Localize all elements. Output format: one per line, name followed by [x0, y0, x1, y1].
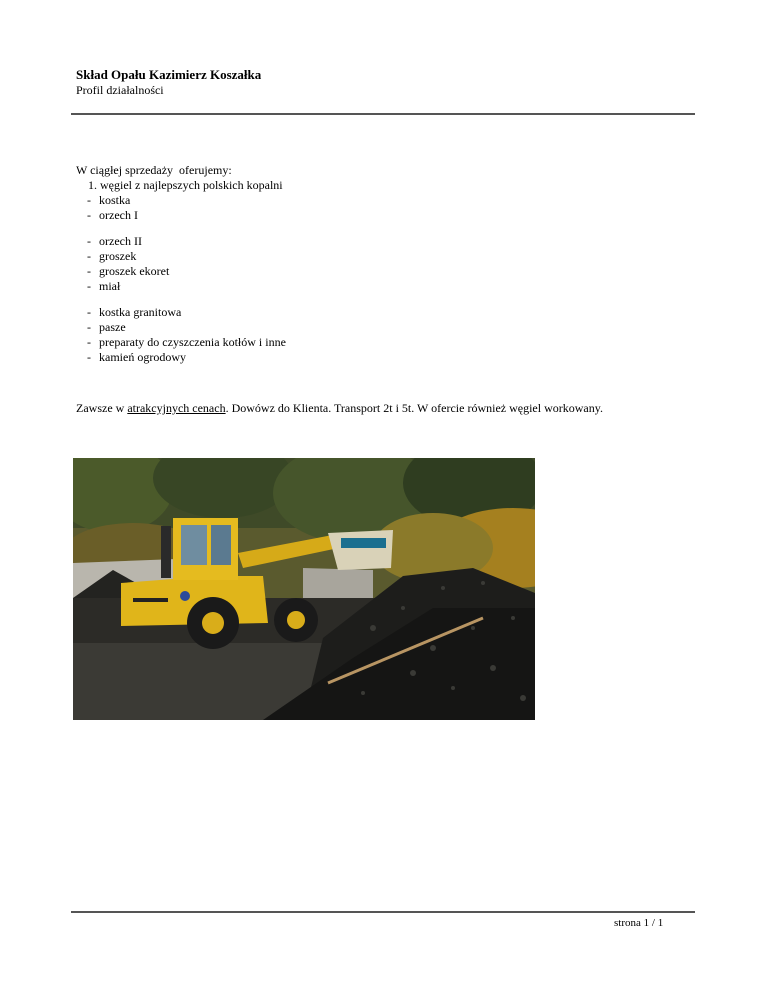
offer-paragraph: Zawsze w atrakcyjnych cenach. Dowówz do Klienta. Transport 2t i 5t. W ofercie również węgiel workowany.: [76, 401, 603, 415]
list-item: - kostka: [87, 193, 131, 207]
list-item: - groszek ekoret: [87, 264, 170, 278]
list-item: - groszek: [87, 249, 137, 263]
list-item: - preparaty do czyszczenia kotłów i inne: [87, 335, 286, 349]
footer-divider: [71, 911, 695, 913]
document-title: Skład Opału Kazimierz Koszałka: [76, 67, 262, 82]
coal-yard-photo: [73, 458, 535, 720]
list-item: - kostka granitowa: [87, 305, 182, 319]
prices-link[interactable]: atrakcyjnych cenach: [127, 401, 226, 415]
list-item: - orzech II: [87, 234, 142, 248]
offer-section: [76, 163, 696, 365]
offer-intro: W ciągłej sprzedaży oferujemy:: [76, 163, 232, 177]
header-divider: [71, 113, 695, 115]
document-subtitle: Profil działalności: [76, 83, 164, 97]
offer-numbered-item: 1. węgiel z najlepszych polskich kopalni: [88, 178, 283, 192]
list-item: - orzech I: [87, 208, 138, 222]
list-item: - kamień ogrodowy: [87, 350, 186, 364]
page-number: strona 1 / 1: [614, 917, 664, 929]
list-item: - pasze: [87, 320, 126, 334]
list-item: - miał: [87, 279, 121, 293]
